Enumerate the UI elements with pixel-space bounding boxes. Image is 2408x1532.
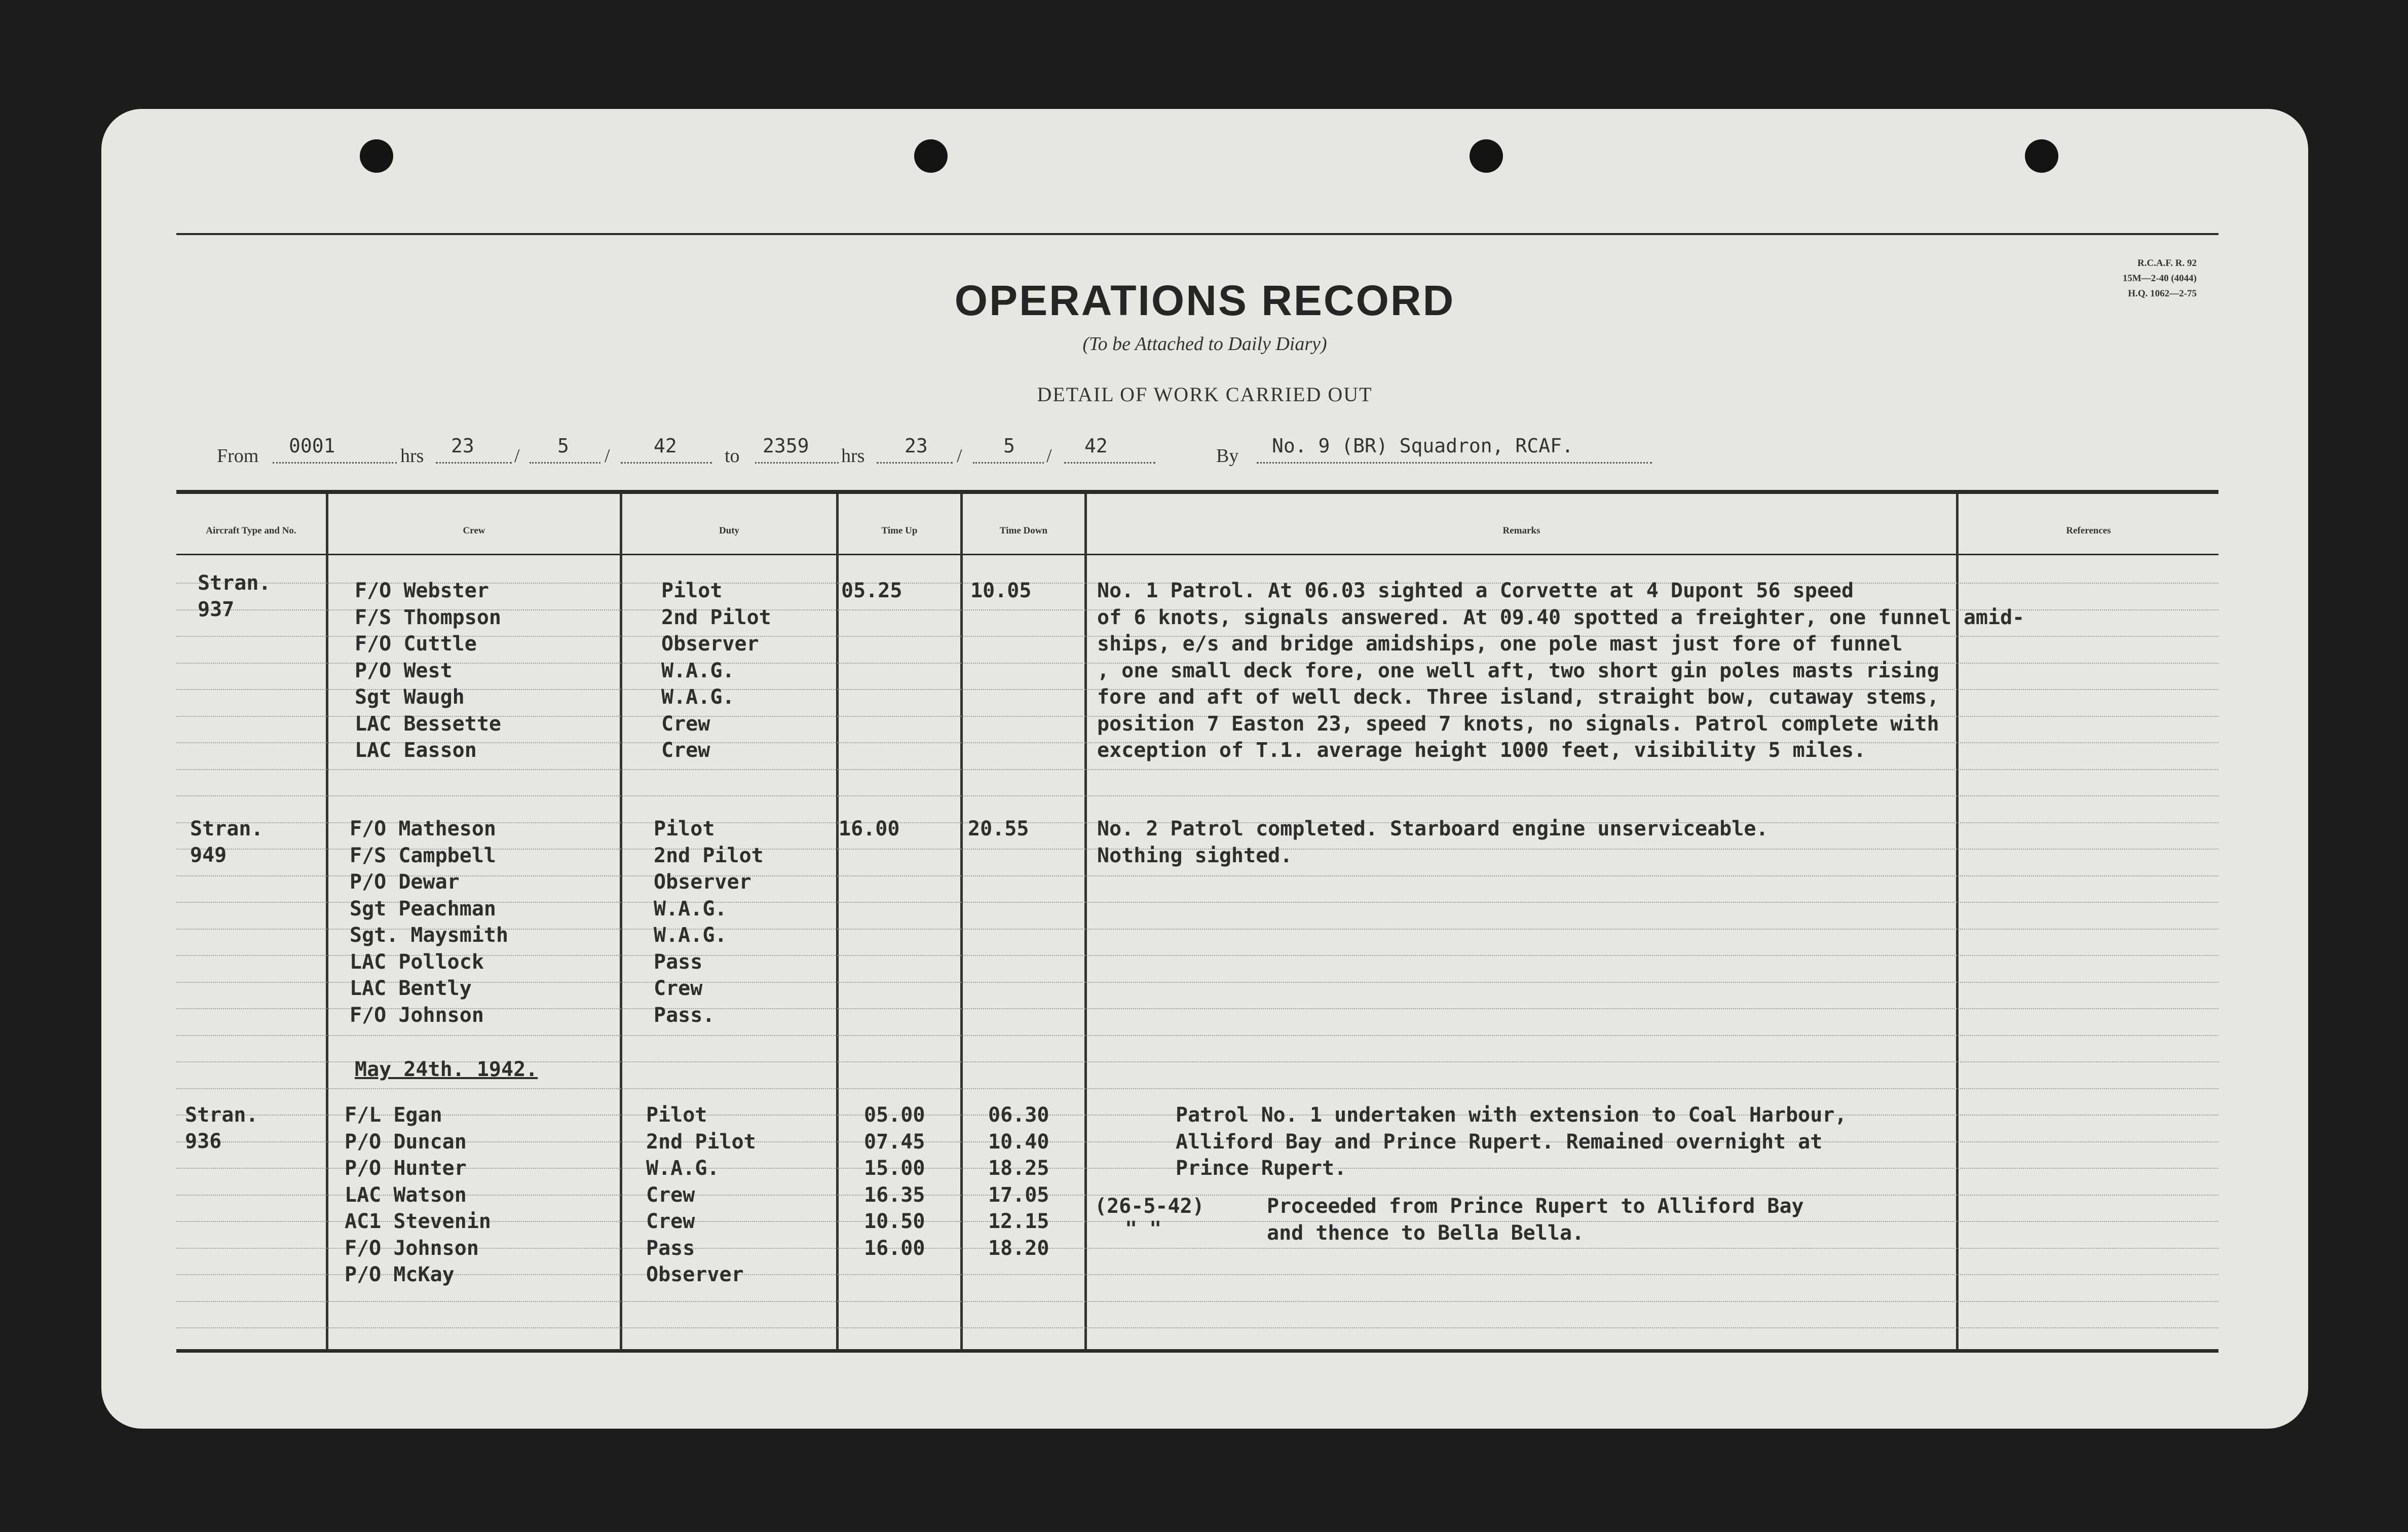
operations-record-card — [101, 109, 2308, 1429]
crew-duty: Crew — [654, 977, 703, 1000]
crew-duty: Pass — [654, 950, 703, 974]
crew-duty: W.A.G. — [654, 924, 727, 947]
period-line: From 0001 hrs 23 / 5 / 42 to 2359 hrs 23 / 5 / 42 By No. 9 (BR) Squadron, RCAF. — [101, 431, 2308, 471]
crew-duty: Crew — [646, 1183, 695, 1207]
remarks-line: fore and aft of well deck. Three island, straight bow, cutaway stems, — [1097, 685, 1939, 709]
time-down: 20.55 — [968, 817, 1029, 840]
remarks-line: position 7 Easton 23, speed 7 knots, no signals. Patrol complete with — [1097, 712, 1939, 736]
remarks-line: No. 2 Patrol completed. Starboard engine unserviceable. — [1097, 817, 1769, 840]
crew-name: P/O Duncan — [345, 1130, 467, 1154]
crew-name: LAC Watson — [345, 1183, 467, 1207]
crew-name: LAC Easson — [355, 739, 477, 762]
time-down: 18.20 — [988, 1237, 1049, 1260]
aircraft-type: Stran. — [185, 1103, 258, 1127]
squadron: No. 9 (BR) Squadron, RCAF. — [1272, 435, 1573, 457]
header-crew: Crew — [463, 525, 485, 536]
from-label: From — [217, 445, 259, 467]
time-down: 12.15 — [988, 1210, 1049, 1233]
to-day: 23 — [905, 435, 928, 457]
aircraft-type: Stran. — [198, 571, 271, 595]
header-time-down: Time Down — [999, 525, 1048, 536]
from-month: 5 — [557, 435, 569, 457]
time-up: 16.00 — [864, 1237, 925, 1260]
crew-name: F/L Egan — [345, 1103, 442, 1127]
form-detail-heading: DETAIL OF WORK CARRIED OUT — [1037, 383, 1373, 406]
to-time: 2359 — [763, 435, 809, 457]
crew-name: Sgt Peachman — [350, 897, 496, 921]
crew-duty: W.A.G. — [661, 659, 735, 682]
crew-duty: Pilot — [661, 579, 723, 602]
time-up: 16.35 — [864, 1183, 925, 1207]
time-up: 05.00 — [864, 1103, 925, 1127]
time-down: 06.30 — [988, 1103, 1049, 1127]
time-down: 10.40 — [988, 1130, 1049, 1154]
remarks-line: exception of T.1. average height 1000 feet, visibility 5 miles. — [1097, 739, 1866, 762]
aircraft-number: 937 — [198, 598, 235, 621]
header-remarks: Remarks — [1502, 525, 1540, 536]
remarks-date: (26-5-42) — [1095, 1195, 1205, 1218]
top-rule — [176, 233, 2218, 235]
remarks-line: Patrol No. 1 undertaken with extension to Coal Harbour, — [1176, 1103, 1847, 1127]
crew-duty: 2nd Pilot — [661, 606, 771, 629]
ditto-marks: " " — [1125, 1217, 1162, 1241]
crew-name: LAC Bently — [350, 977, 472, 1000]
by-label: By — [1216, 445, 1239, 467]
crew-duty: Crew — [646, 1210, 695, 1233]
crew-name: P/O Dewar — [350, 870, 460, 894]
form-subtitle: (To be Attached to Daily Diary) — [1082, 333, 1327, 355]
crew-name: F/O Cuttle — [355, 632, 477, 656]
time-up: 05.25 — [841, 579, 902, 602]
crew-name: F/S Campbell — [350, 844, 496, 867]
crew-duty: 2nd Pilot — [654, 844, 764, 867]
time-down: 10.05 — [970, 579, 1032, 602]
crew-duty: Crew — [661, 712, 710, 736]
crew-name: LAC Bessette — [355, 712, 501, 736]
from-time: 0001 — [289, 435, 335, 457]
crew-name: F/S Thompson — [355, 606, 501, 629]
header-aircraft: Aircraft Type and No. — [206, 525, 296, 536]
crew-duty: Observer — [661, 632, 759, 656]
crew-name: Sgt. Maysmith — [350, 924, 509, 947]
header-time-up: Time Up — [881, 525, 918, 536]
time-up: 16.00 — [839, 817, 900, 840]
form-title: OPERATIONS RECORD — [954, 277, 1455, 324]
remarks-line: No. 1 Patrol. At 06.03 sighted a Corvette at 4 Dupont 56 speed — [1097, 579, 1854, 602]
aircraft-number: 949 — [190, 844, 227, 867]
table-bottom-rule — [176, 1349, 2218, 1353]
crew-name: P/O West — [355, 659, 453, 682]
remarks-line: of 6 knots, signals answered. At 09.40 spotted a freighter, one funnel amid- — [1097, 606, 2025, 629]
to-month: 5 — [1003, 435, 1015, 457]
to-label: to — [725, 445, 740, 467]
crew-duty: W.A.G. — [646, 1157, 720, 1180]
table-top-rule — [176, 490, 2218, 494]
time-up: 07.45 — [864, 1130, 925, 1154]
crew-duty: Pilot — [654, 817, 715, 840]
crew-name: F/O Matheson — [350, 817, 496, 840]
crew-name: P/O Hunter — [345, 1157, 467, 1180]
crew-duty: Observer — [646, 1263, 744, 1286]
aircraft-number: 936 — [185, 1130, 222, 1153]
punch-hole — [360, 139, 393, 173]
crew-duty: 2nd Pilot — [646, 1130, 756, 1154]
crew-duty: Pass — [646, 1237, 695, 1260]
time-down: 17.05 — [988, 1183, 1049, 1207]
crew-duty: Crew — [661, 739, 710, 762]
remarks-line: Alliford Bay and Prince Rupert. Remained overnight at — [1176, 1130, 1823, 1154]
remarks-line: Proceeded from Prince Rupert to Alliford Bay — [1267, 1195, 1804, 1218]
crew-duty: W.A.G. — [661, 685, 735, 709]
crew-name: AC1 Stevenin — [345, 1210, 491, 1233]
header-references: References — [2066, 525, 2111, 536]
punch-hole — [914, 139, 948, 173]
from-day: 23 — [451, 435, 474, 457]
crew-duty: Pass. — [654, 1004, 715, 1027]
time-down: 18.25 — [988, 1157, 1049, 1180]
crew-name: F/O Webster — [355, 579, 489, 602]
from-year: 42 — [654, 435, 677, 457]
date-heading: May 24th. 1942. — [355, 1058, 538, 1081]
crew-duty: W.A.G. — [654, 897, 727, 921]
remarks-line: ships, e/s and bridge amidships, one pole mast just fore of funnel — [1097, 632, 1903, 656]
remarks-line: and thence to Bella Bella. — [1267, 1221, 1585, 1245]
crew-duty: Observer — [654, 870, 751, 894]
crew-name: Sgt Waugh — [355, 685, 465, 709]
hrs-label: hrs — [400, 445, 424, 467]
to-year: 42 — [1084, 435, 1108, 457]
crew-name: F/O Johnson — [350, 1004, 484, 1027]
remarks-line: Nothing sighted. — [1097, 844, 1293, 867]
table-header-rule — [176, 554, 2218, 555]
crew-name: P/O McKay — [345, 1263, 455, 1286]
header-duty: Duty — [719, 525, 740, 536]
punch-hole — [2025, 139, 2058, 173]
crew-name: F/O Johnson — [345, 1237, 479, 1260]
punch-hole — [1470, 139, 1503, 173]
time-up: 10.50 — [864, 1210, 925, 1233]
remarks-line: Prince Rupert. — [1176, 1157, 1347, 1180]
form-code: R.C.A.F. R. 92 15M—2-40 (4044) H.Q. 1062—2-75 — [2122, 258, 2197, 299]
remarks-line: , one small deck fore, one well aft, two short gin poles masts rising — [1097, 659, 1939, 682]
aircraft-type: Stran. — [190, 817, 264, 840]
time-up: 15.00 — [864, 1157, 925, 1180]
crew-duty: Pilot — [646, 1103, 707, 1127]
crew-name: LAC Pollock — [350, 950, 484, 974]
